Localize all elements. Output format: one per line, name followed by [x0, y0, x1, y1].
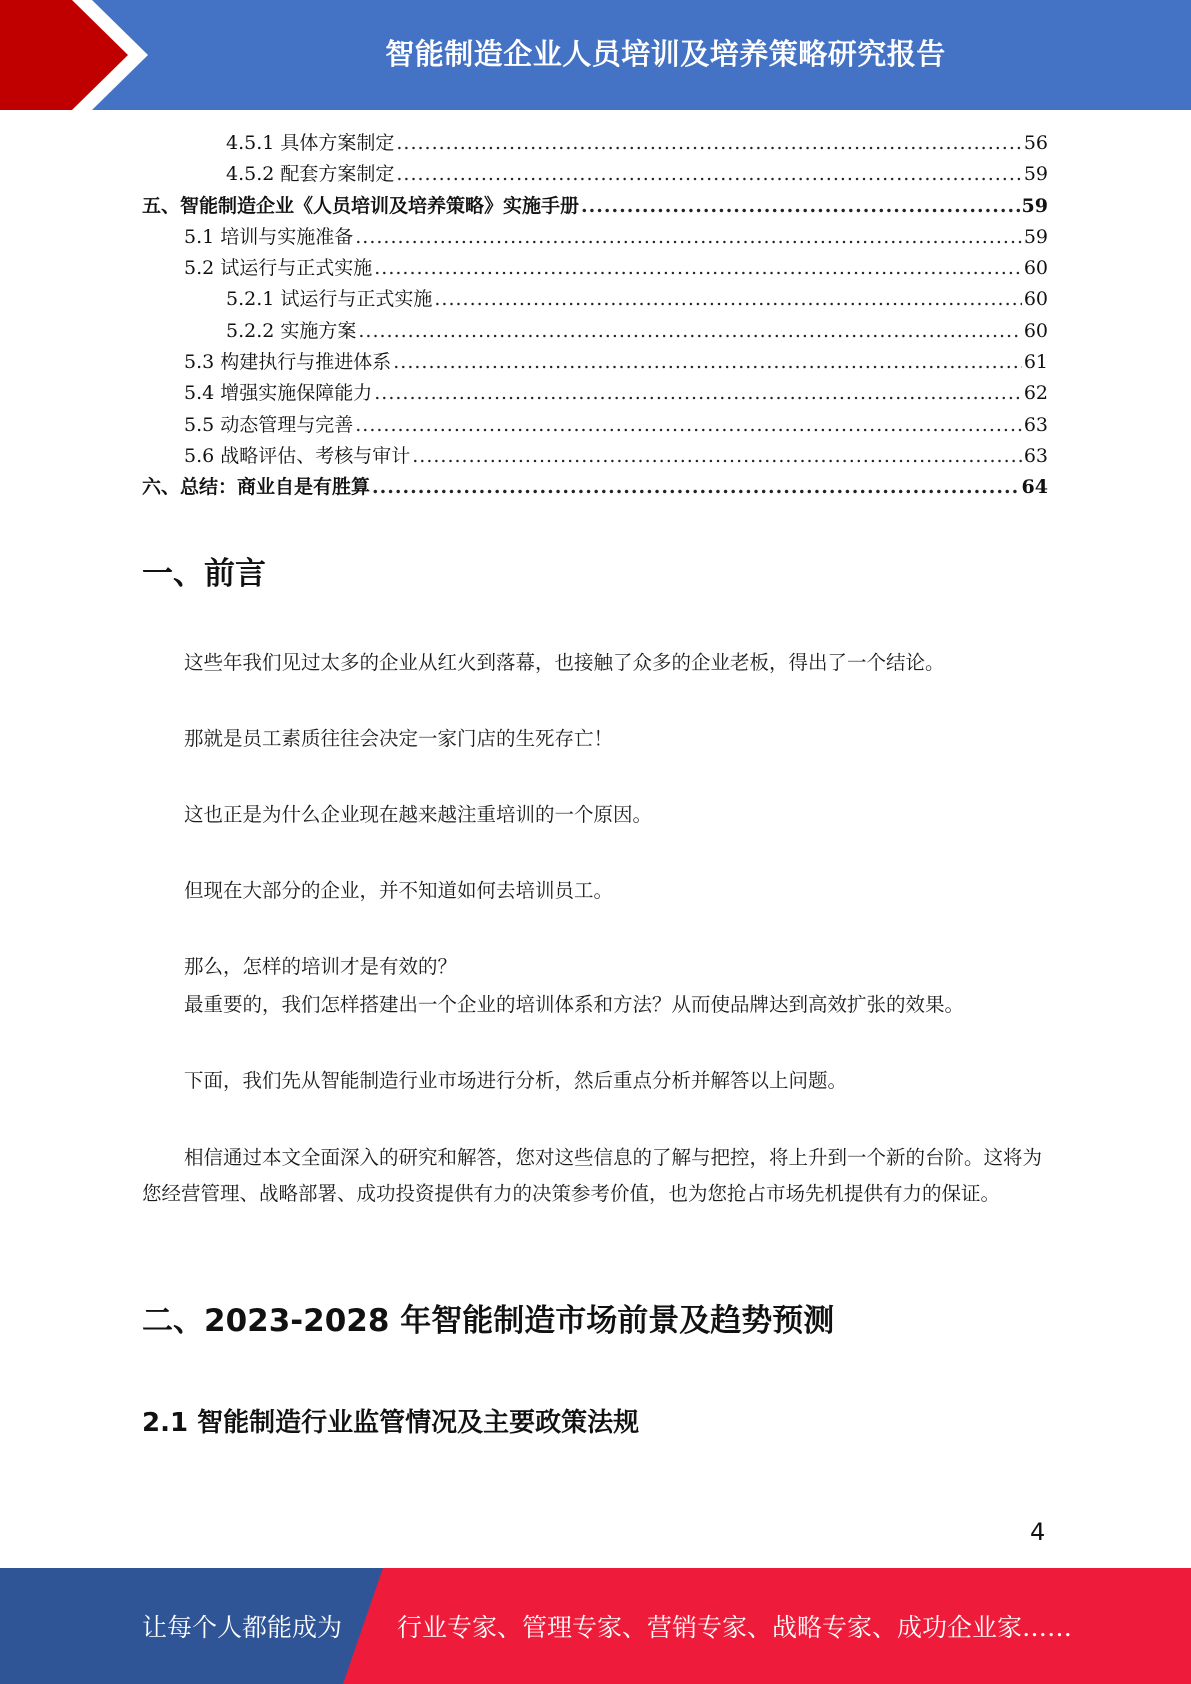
toc-leader-dots — [434, 284, 1021, 315]
toc-entry-label: 5.2.1 试运行与正式实施 — [226, 288, 433, 311]
subsection-heading-regulation: 2.1 智能制造行业监管情况及主要政策法规 — [142, 1408, 640, 1438]
body-paragraph: 下面，我们先从智能制造行业市场进行分析，然后重点分析并解答以上问题。 — [184, 1069, 848, 1092]
footer-slogan-left: 让每个人都能成为 — [142, 1613, 343, 1642]
toc-entry-label: 六、总结：商业自是有胜算 — [142, 476, 371, 499]
toc-entry[interactable] — [142, 316, 1048, 347]
toc-entry-page: 64 — [1021, 476, 1048, 499]
body-paragraph: 那么，怎样的培训才是有效的？ — [184, 955, 458, 978]
toc-leader-dots — [358, 316, 1021, 347]
toc-entry[interactable] — [142, 253, 1048, 284]
toc-entry-page: 56 — [1023, 132, 1048, 154]
toc-leader-dots — [374, 253, 1022, 284]
toc-entry-page: 60 — [1023, 319, 1048, 342]
body-paragraph: 但现在大部分的企业，并不知道如何去培训员工。 — [184, 879, 614, 902]
toc-entry-page: 59 — [1021, 194, 1048, 217]
toc-entry-label: 4.5.1 具体方案制定 — [226, 132, 395, 154]
page-number: 4 — [1030, 1518, 1046, 1546]
toc-leader-dots — [355, 410, 1022, 441]
toc-leader-dots — [581, 191, 1020, 222]
toc-entry-page: 63 — [1023, 413, 1048, 436]
toc-entry[interactable] — [142, 222, 1048, 253]
toc-entry[interactable] — [142, 159, 1048, 190]
toc-entry-page: 61 — [1023, 351, 1048, 374]
toc-entry-chapter[interactable] — [142, 191, 1048, 222]
toc-entry-label: 5.5 动态管理与完善 — [184, 413, 354, 436]
report-title: 智能制造企业人员培训及培养策略研究报告 — [385, 36, 946, 71]
toc-entry-page: 60 — [1023, 288, 1048, 311]
page-footer-banner — [0, 1568, 1191, 1684]
body-paragraph: 那就是员工素质往往会决定一家门店的生死存亡！ — [184, 727, 614, 750]
toc-entry-page: 59 — [1023, 225, 1048, 248]
toc-leader-dots — [355, 222, 1022, 253]
toc-entry-label: 5.2 试运行与正式实施 — [184, 257, 373, 280]
toc-entry-page: 62 — [1023, 382, 1048, 405]
toc-entry[interactable] — [142, 410, 1048, 441]
toc-entry[interactable] — [142, 441, 1048, 472]
toc-entry-label: 5.4 增强实施保障能力 — [184, 382, 373, 405]
toc-entry-page: 59 — [1023, 163, 1048, 186]
toc-entry[interactable] — [142, 347, 1048, 378]
toc-leader-dots — [396, 159, 1021, 190]
body-paragraph: 这些年我们见过太多的企业从红火到落幕，也接触了众多的企业老板，得出了一个结论。 — [184, 651, 945, 674]
toc-leader-dots — [396, 128, 1021, 159]
body-paragraph: 这也正是为什么企业现在越来越注重培训的一个原因。 — [184, 803, 653, 826]
toc-entry-label: 4.5.2 配套方案制定 — [226, 163, 395, 186]
section-heading-market-forecast: 二、2023-2028 年智能制造市场前景及趋势预测 — [142, 1303, 835, 1339]
toc-entry-label: 5.6 战略评估、考核与审计 — [184, 444, 411, 467]
body-paragraph: 相信通过本文全面深入的研究和解答，您对这些信息的了解与把控，将上升到一个新的台阶。这将为您经营管理、战略部署、成功投资提供有力的决策参考价值，也为您抢占市场先机提供有力的保证。 — [142, 1146, 1043, 1205]
toc-entry[interactable] — [142, 284, 1048, 315]
page-header-banner — [0, 0, 1191, 112]
toc-leader-dots — [393, 347, 1022, 378]
table-of-contents — [142, 128, 1048, 504]
toc-leader-dots — [374, 378, 1022, 409]
toc-entry-page: 60 — [1023, 257, 1048, 280]
toc-entry[interactable] — [142, 378, 1048, 409]
toc-entry-label: 5.3 构建执行与推进体系 — [184, 351, 392, 374]
footer-slogan-right: 行业专家、管理专家、营销专家、战略专家、成功企业家…… — [397, 1613, 1073, 1642]
section-heading-preface: 一、前言 — [142, 556, 266, 592]
toc-entry-page: 63 — [1023, 444, 1048, 467]
toc-entry-chapter[interactable] — [142, 472, 1048, 503]
toc-entry-label: 5.2.2 实施方案 — [226, 319, 357, 342]
toc-entry-label: 五、智能制造企业《人员培训及培养策略》实施手册 — [142, 194, 580, 217]
toc-entry[interactable] — [142, 128, 1048, 159]
toc-leader-dots — [372, 472, 1020, 503]
body-paragraph: 最重要的，我们怎样搭建出一个企业的培训体系和方法？从而使品牌达到高效扩张的效果。 — [184, 993, 965, 1016]
toc-entry-label: 5.1 培训与实施准备 — [184, 225, 354, 248]
toc-leader-dots — [412, 441, 1022, 472]
